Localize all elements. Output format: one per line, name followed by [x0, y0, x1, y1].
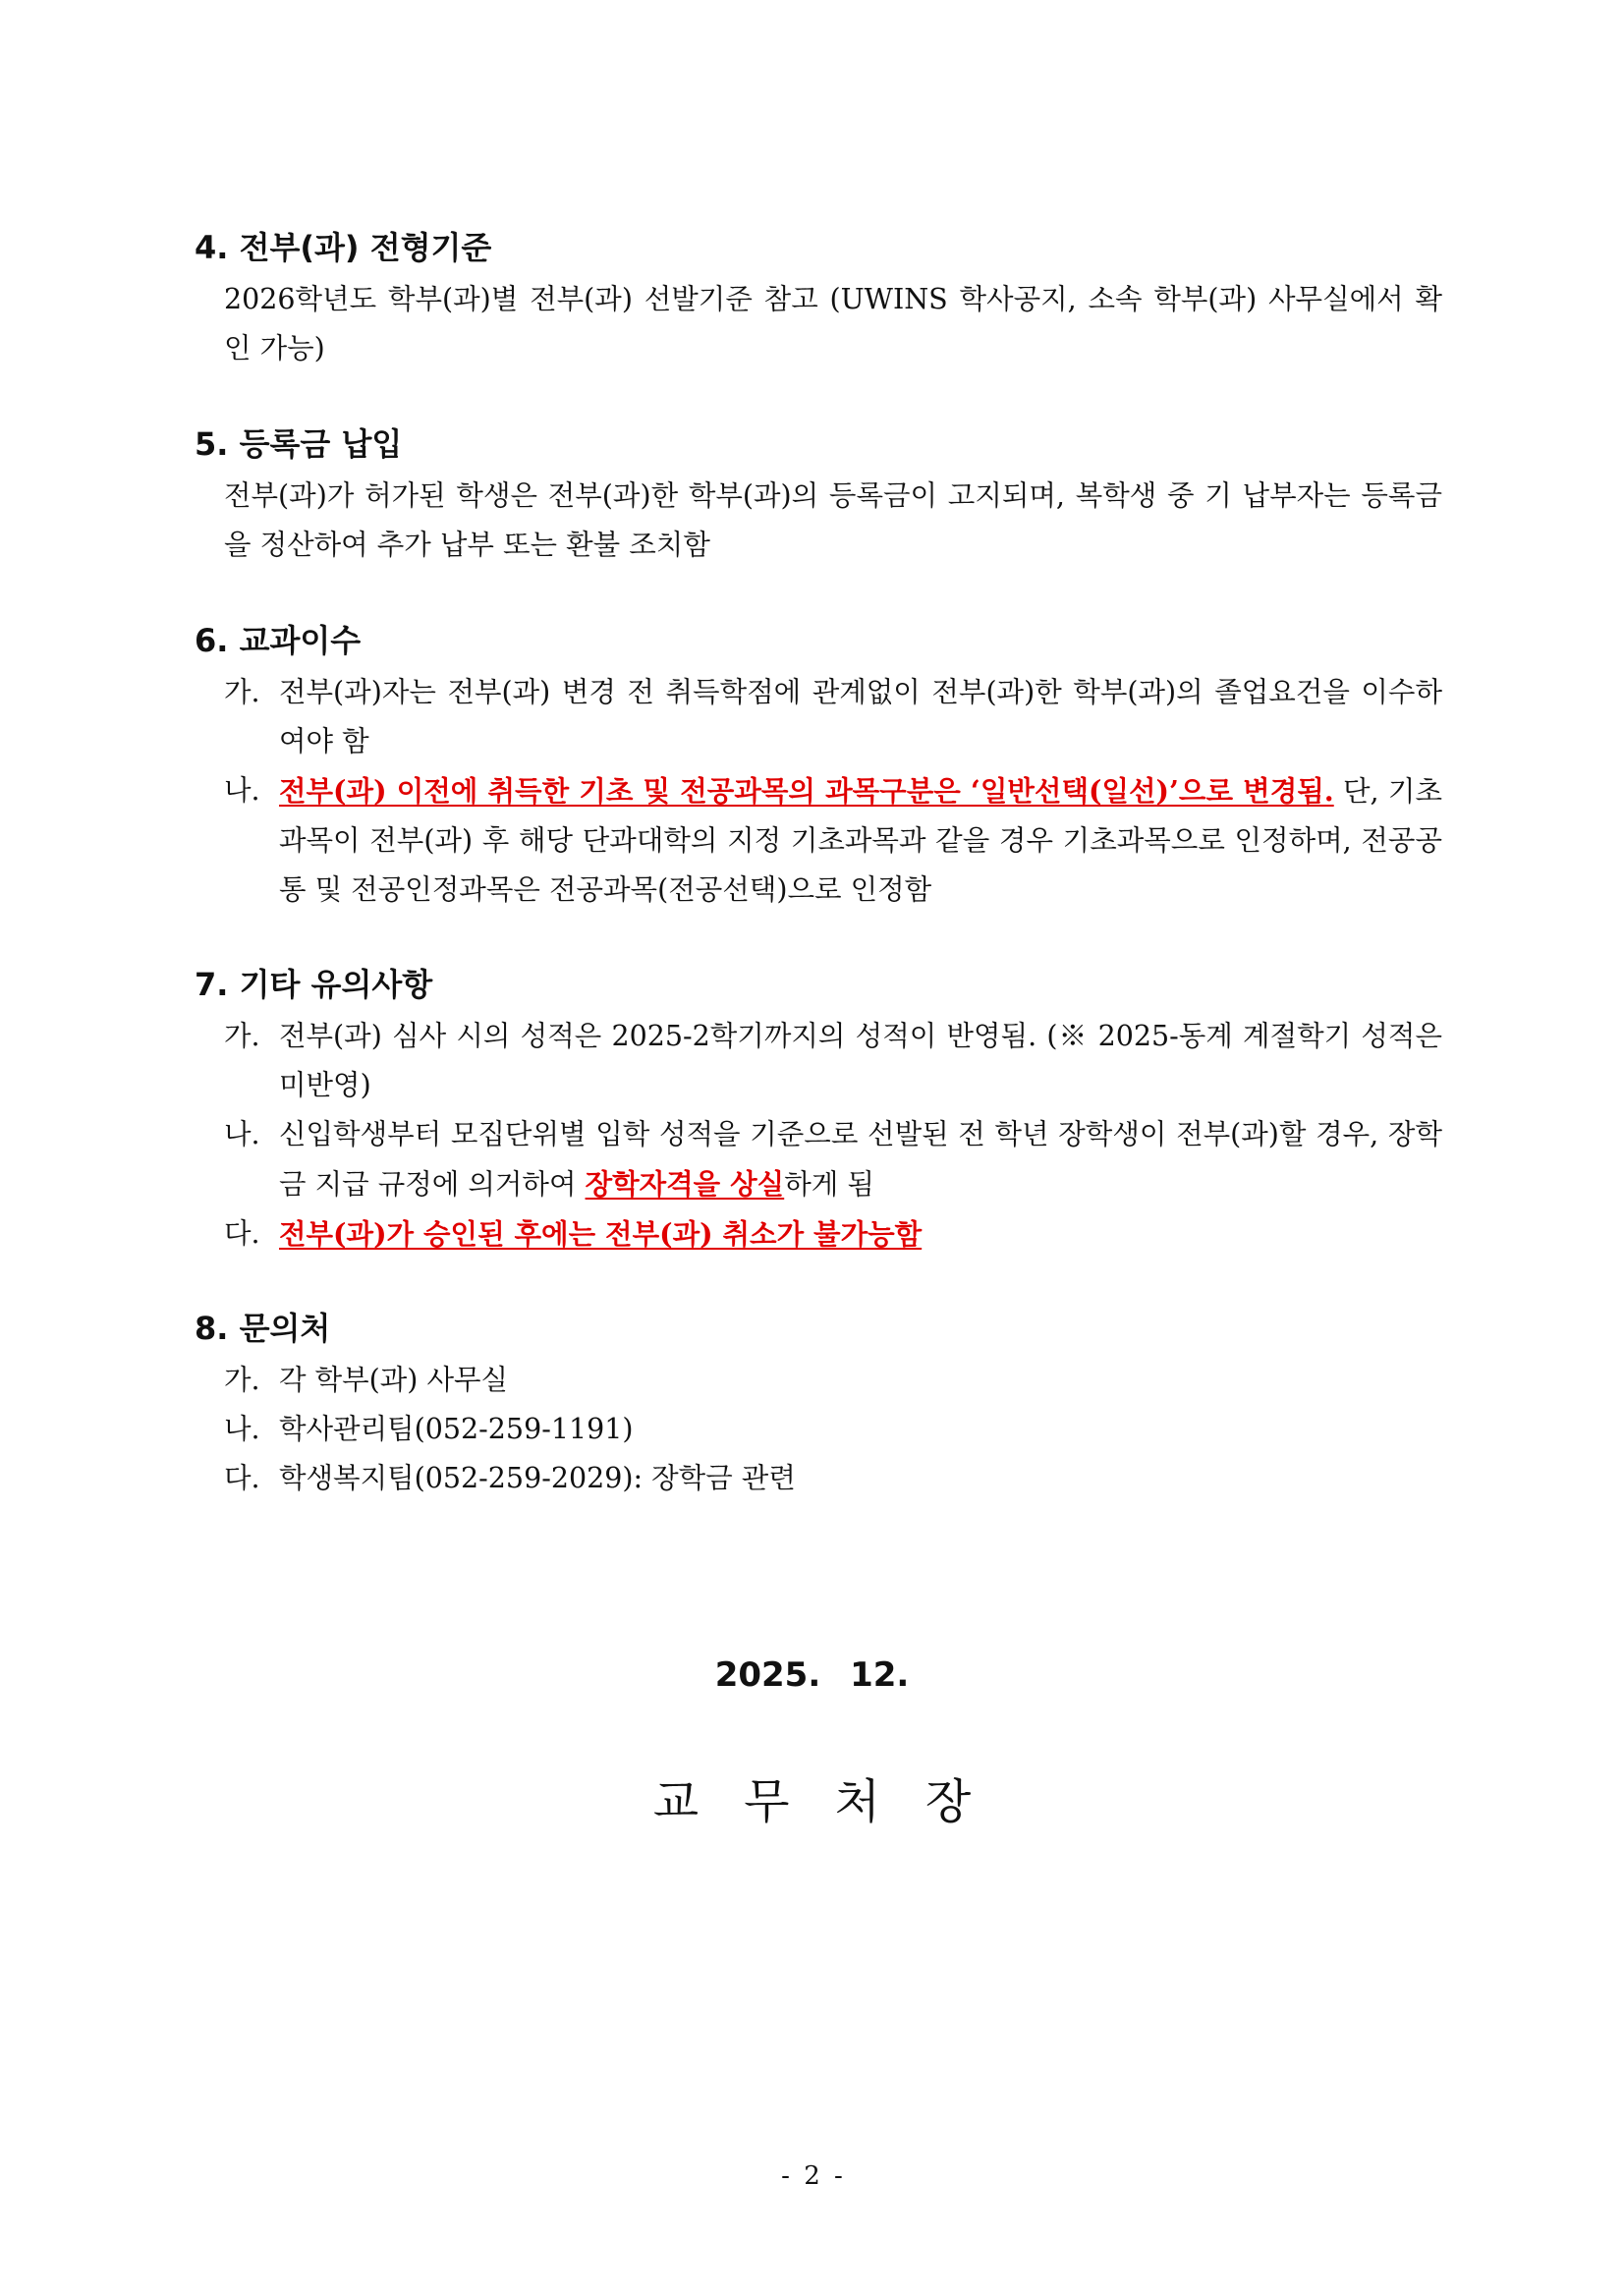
section-heading: 8. 문의처 — [195, 1310, 331, 1347]
item-marker: 가. — [224, 676, 260, 708]
list-item — [224, 1110, 1442, 1209]
list-item — [224, 1405, 1442, 1454]
item-text: 전부(과)자는 전부(과) 변경 전 취득학점에 관계없이 전부(과)한 학부(과)의 졸업요건을 이수하여야 함 — [279, 676, 1442, 757]
item-text — [279, 1110, 1442, 1209]
section-body: 전부(과)가 허가된 학생은 전부(과)한 학부(과)의 등록금이 고지되며, 복학생 중 기 납부자는 등록금을 정산하여 추가 납부 또는 환불 조치함 — [224, 479, 1442, 561]
list-item — [224, 1012, 1442, 1110]
section-heading: 6. 교과이수 — [195, 622, 362, 659]
section-body: 2026학년도 학부(과)별 전부(과) 선발기준 참고 (UWINS 학사공지, 소속 학부(과) 사무실에서 확인 가능) — [224, 283, 1442, 364]
section-7 — [195, 965, 1442, 1260]
item-marker: 가. — [224, 1364, 260, 1396]
section-heading: 4. 전부(과) 전형기준 — [195, 229, 492, 266]
page-number: - 2 - — [781, 2161, 843, 2191]
item-text-pre: 신입학생부터 모집단위별 입학 성적을 기준으로 선발된 전 학년 장학생이 전부(과)할 경우, 장학금 지급 규정에 의거하여 — [279, 1118, 1442, 1201]
issuer-signature: 교무처장 — [652, 1774, 1017, 1829]
item-marker: 가. — [224, 1020, 260, 1052]
list-item — [224, 1356, 1442, 1405]
item-marker: 다. — [224, 1462, 260, 1494]
section-8 — [195, 1309, 1442, 1503]
list-item — [224, 766, 1442, 915]
list-item — [224, 1209, 1442, 1260]
section-heading: 5. 등록금 납입 — [195, 425, 403, 463]
section-heading: 7. 기타 유의사항 — [195, 966, 433, 1003]
item-text: 학생복지팀(052-259-2029): 장학금 관련 — [279, 1462, 796, 1494]
item-text: 학사관리팀(052-259-1191) — [279, 1413, 634, 1445]
item-marker: 나. — [224, 774, 260, 807]
item-text — [279, 766, 1442, 915]
item-marker: 다. — [224, 1217, 260, 1250]
item-text: 전부(과) 심사 시의 성적은 2025-2학기까지의 성적이 반영됨. (※ 2025-동계 계절학기 성적은 미반영) — [279, 1020, 1442, 1101]
list-item — [224, 1454, 1442, 1503]
item-text-rest: 단, 기초과목이 전부(과) 후 해당 단과대학의 지정 기초과목과 같을 경우 기초과목으로 인정하며, 전공공통 및 전공인정과목은 전공과목(전공선택)으로 인정함 — [279, 775, 1442, 906]
emphasis-text: 전부(과)가 승인된 후에는 전부(과) 취소가 불가능함 — [279, 1217, 923, 1251]
section-6 — [195, 621, 1442, 915]
document-date: 2025. 12. — [714, 1655, 910, 1695]
item-marker: 나. — [224, 1118, 260, 1150]
section-4 — [195, 228, 1442, 373]
item-text — [279, 1209, 1442, 1260]
item-text-post: 하게 됨 — [784, 1168, 874, 1201]
list-item — [224, 668, 1442, 766]
item-text: 각 학부(과) 사무실 — [279, 1364, 509, 1396]
emphasis-text: 장학자격을 상실 — [585, 1167, 785, 1201]
section-5 — [195, 424, 1442, 570]
item-marker: 나. — [224, 1413, 260, 1445]
emphasis-text: 전부(과) 이전에 취득한 기초 및 전공과목의 과목구분은 ‘일반선택(일선)’으로 변경됨. — [279, 774, 1334, 808]
